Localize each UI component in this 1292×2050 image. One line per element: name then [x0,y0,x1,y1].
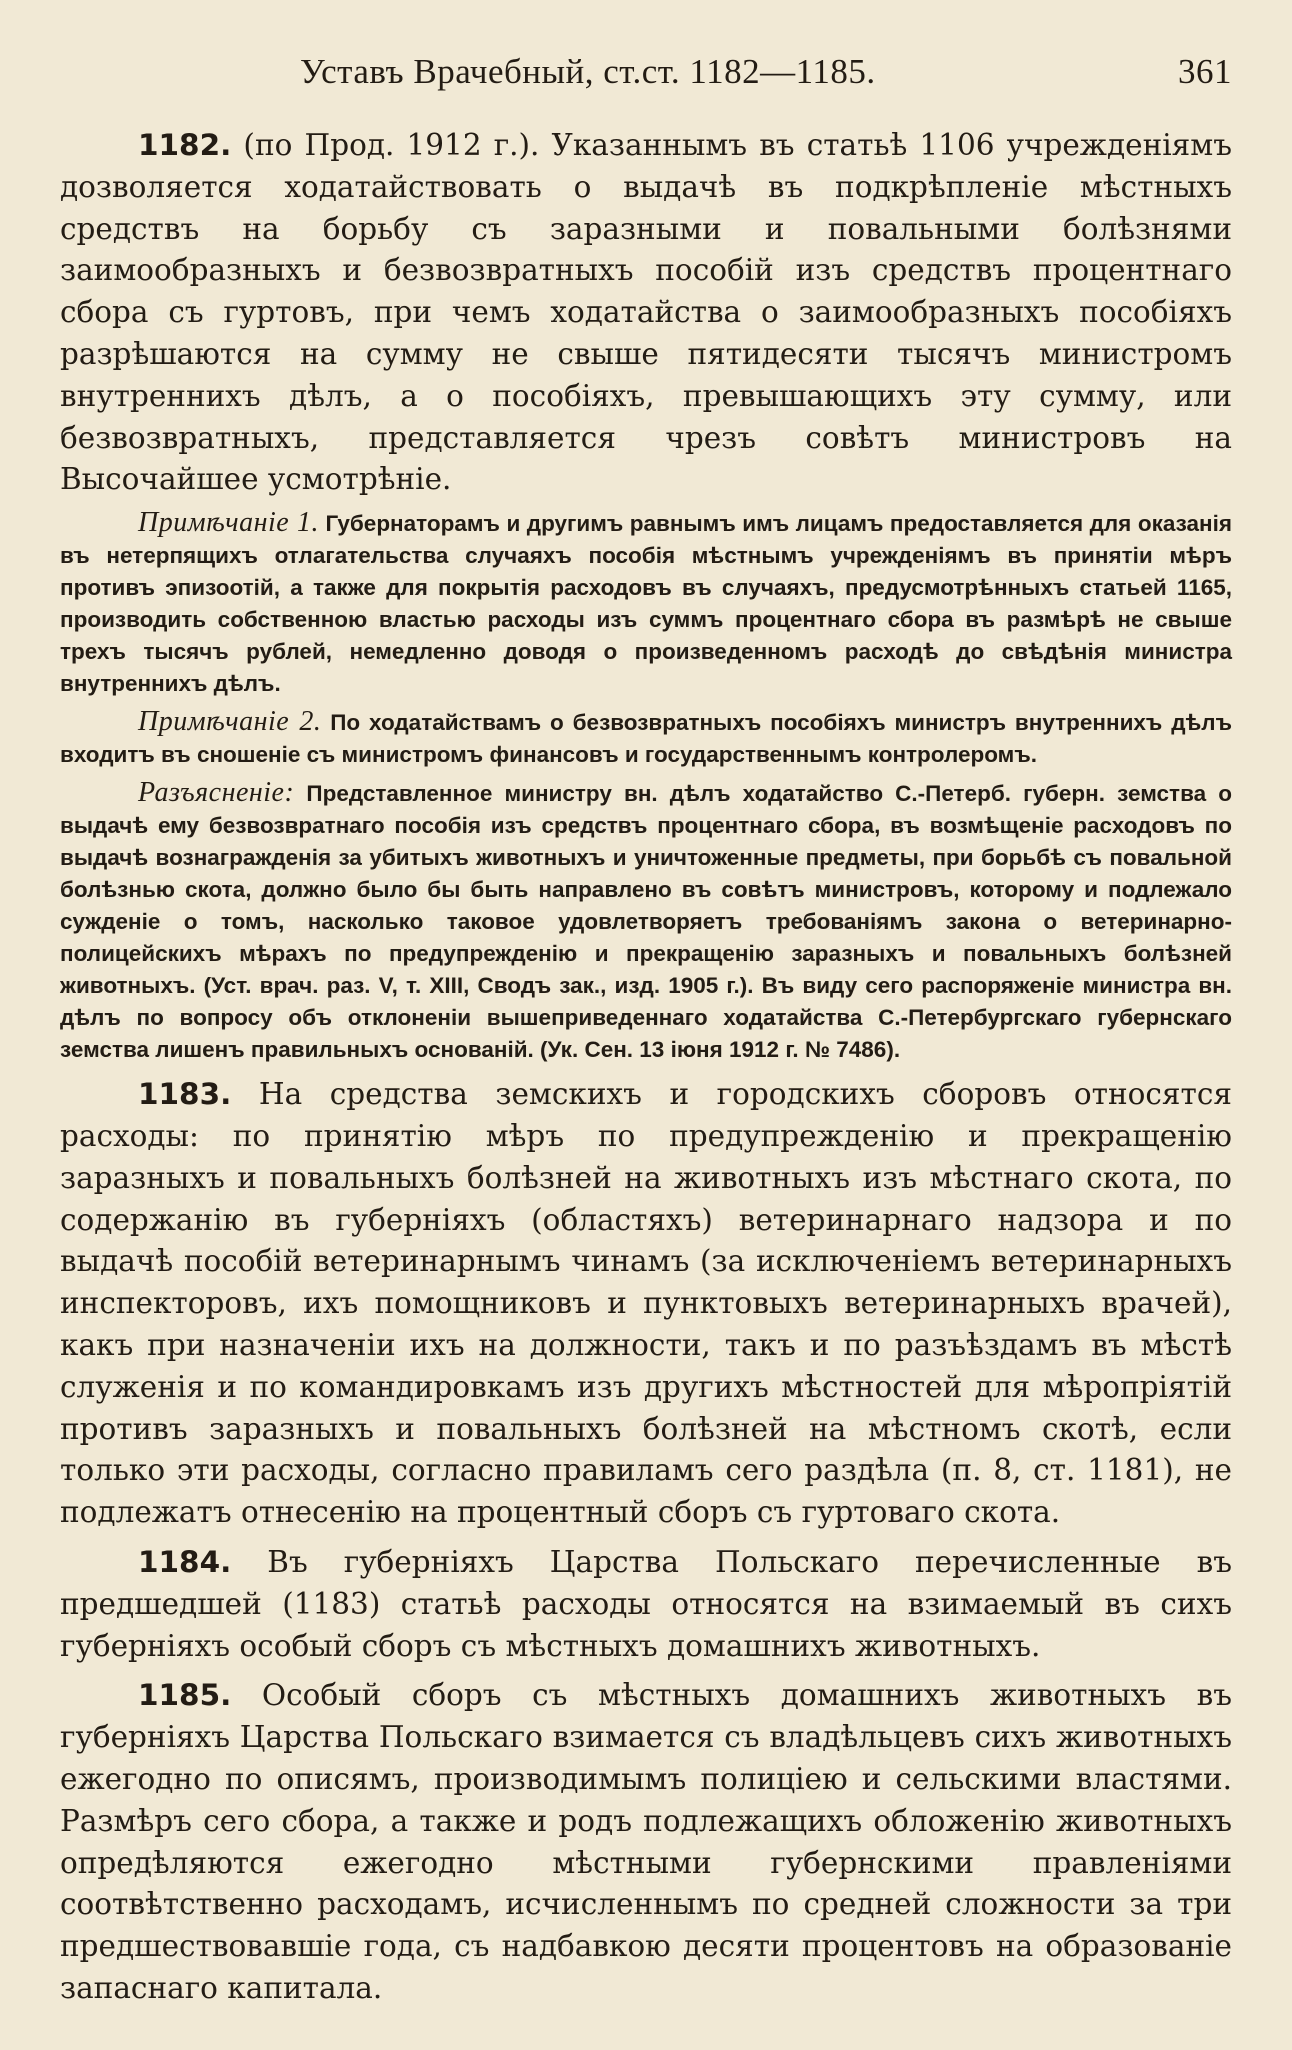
article-1182 [60,125,1232,501]
article-number: 1184. [138,1544,232,1579]
article-text: (по Прод. 1912 г.). Указаннымъ въ статьѣ 1106 учрежденіямъ дозволяется ходатайствовать о выдачѣ въ подкрѣпленіе мѣстныхъ средствъ на борьбу съ заразными и повальными болѣзнями заимообразныхъ и безвозвратныхъ пособій изъ средствъ процентнаго сбора съ гуртовъ, при чемъ ходатайства о заимообразныхъ пособіяхъ разрѣшаются на сумму не свыше пятидесяти тысячъ министромъ внутреннихъ дѣлъ, а о пособіяхъ, превышающихъ эту сумму, или безвозвратныхъ, представляется чрезъ совѣтъ министровъ на Высочайшее усмотрѣніе. [60,128,1232,497]
page-body [60,125,1232,2010]
clarification-note [60,777,1232,1066]
note-label: Примѣчаніе 1. [138,507,319,539]
note-text: Губернаторамъ и другимъ равнымъ имъ лицамъ предоставляется для оказанія въ нетерпящихъ отлагательства случаяхъ пособія мѣстнымъ учрежденіямъ въ принятіи мѣръ противъ эпизоотій, а также для покрытія расходовъ въ случаяхъ, предусмотрѣнныхъ статьей 1165, производить собственною властью расходы изъ суммъ процентнаго сбора въ размѣрѣ не свыше трехъ тысячъ рублей, немедленно доводя о произведенномъ расходѣ до свѣдѣнія министра внутреннихъ дѣлъ. [60,511,1232,697]
spacer [60,1534,1232,1542]
note-text: Представленное министру вн. дѣлъ ходатайство С.-Петерб. губерн. земства о выдачѣ ему безвозвратнаго пособія изъ средствъ процентнаго сбора, въ возмѣщеніе расходовъ по выдачѣ вознагражденія за убитыхъ животныхъ и уничтоженные предметы, при борьбѣ съ повальной болѣзнью скота, должно было бы быть направлено въ совѣтъ министровъ, которому и подлежало сужденіе о томъ, насколько таковое удовлетворяетъ требованіямъ закона о ветеринарно-полицейскихъ мѣрахъ по предупрежденію и прекращенію заразныхъ и повальныхъ болѣзней животныхъ. (Уст. врач. раз. V, т. XIII, Сводъ зак., изд. 1905 г.). Въ виду сего распоряженіе министра вн. дѣлъ по вопросу объ отклоненіи вышеприведеннаго ходатайства С.-Петербургскаго губернскаго земства лишенъ правильныхъ основаній. (Ук. Сен. 13 іюня 1912 г. № 7486). [60,781,1232,1063]
article-1185 [60,1675,1232,2009]
spacer [60,1066,1232,1074]
page-header [60,52,1232,96]
running-title: Уставъ Врачебный, ст.ст. 1182—1185. [300,52,876,91]
note-2 [60,706,1232,771]
note-label: Примѣчаніе 2. [138,706,322,738]
spacer [60,1667,1232,1675]
article-1184 [60,1542,1232,1667]
note-1 [60,507,1232,700]
article-text: Въ губерніяхъ Царства Польскаго перечисленные въ предшедшей (1183) статьѣ расходы относятся на взимаемый въ сихъ губерніяхъ особый сборъ съ мѣстныхъ домашнихъ животныхъ. [60,1544,1232,1663]
note-text: По ходатайствамъ о безвозвратныхъ пособіяхъ министръ внутреннихъ дѣлъ входитъ въ сношеніе съ министромъ финансовъ и государственнымъ контролеромъ. [60,710,1232,768]
note-label: Разъясненіе: [138,777,295,809]
article-number: 1185. [138,1678,232,1713]
article-text: Особый сборъ съ мѣстныхъ домашнихъ животныхъ въ губерніяхъ Царства Польскаго взимается съ владѣльцевъ сихъ животныхъ ежегодно по описямъ, производимымъ полиціею и сельскими властями. Размѣръ сего сбора, а также и родъ подлежащихъ обложенію животныхъ опредѣляются ежегодно мѣстными губернскими правленіями соотвѣтственно расходамъ, исчисленнымъ по средней сложности за три предшествовавшіе года, съ надбавкою десяти процентовъ на образованіе запаснаго капитала. [60,1678,1232,2005]
article-1183 [60,1074,1232,1534]
page-number: 361 [1178,52,1232,91]
article-text: На средства земскихъ и городскихъ сборовъ относятся расходы: по принятію мѣръ по предупрежденію и прекращенію заразныхъ и повальныхъ болѣзней на животныхъ изъ мѣстнаго скота, по содержанію въ губерніяхъ (областяхъ) ветеринарнаго надзора и по выдачѣ пособій ветеринарнымъ чинамъ (за исключеніемъ ветеринарныхъ инспекторовъ, ихъ помощниковъ и пунктовыхъ ветеринарныхъ врачей), какъ при назначеніи ихъ на должности, такъ и по разъѣздамъ въ мѣстѣ служенія и по командировкамъ изъ другихъ мѣстностей для мѣропріятій противъ заразныхъ и повальныхъ болѣзней на мѣстномъ скотѣ, если только эти расходы, согласно правиламъ сего раздѣла (п. 8, ст. 1181), не подлежатъ отнесенію на процентный сборъ съ гуртоваго скота. [60,1077,1232,1530]
article-number: 1182. [138,128,232,162]
article-number: 1183. [138,1077,232,1112]
